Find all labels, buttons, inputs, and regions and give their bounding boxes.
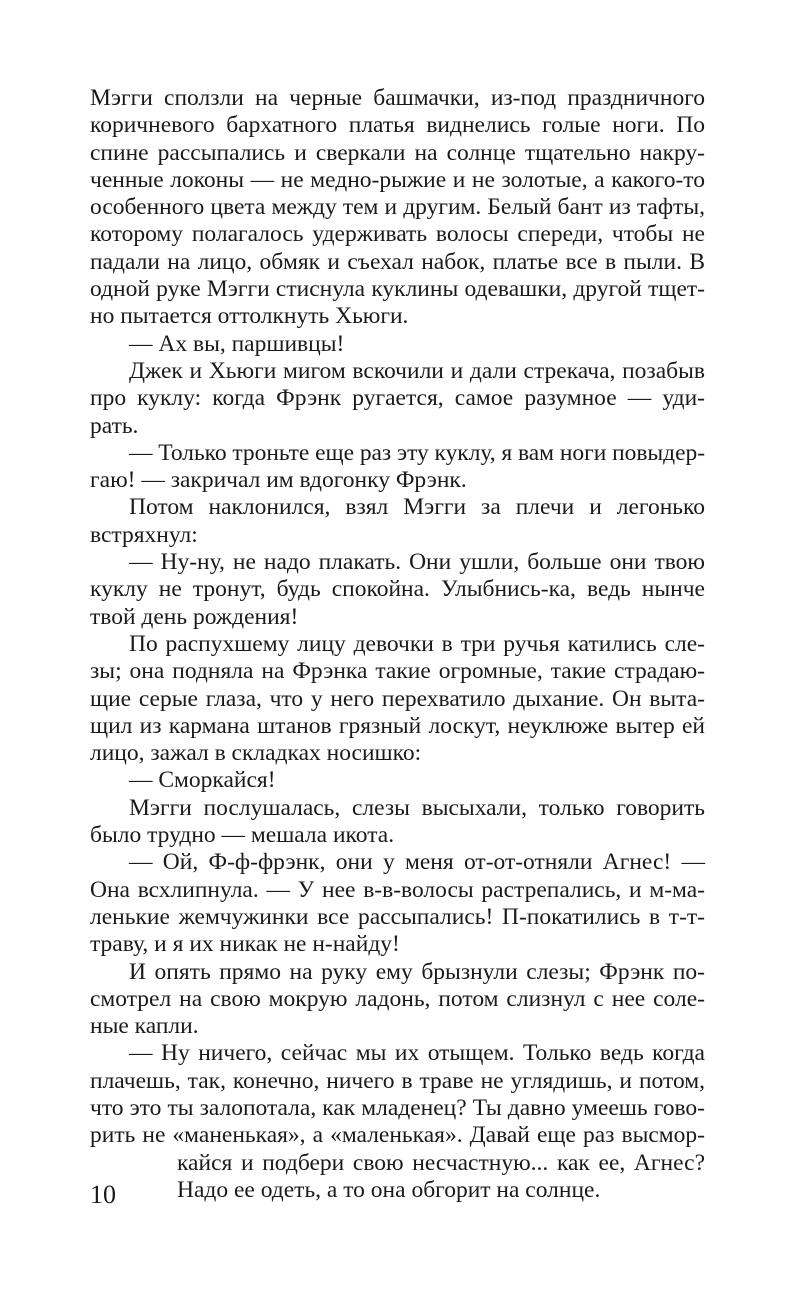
text-line: одной руке Мэгги стиснула куклины одевашки, другой тщет-: [90, 276, 705, 303]
text-line: — Ах вы, паршивцы!: [129, 330, 345, 357]
text-line: куклу не тронут, будь спокойна. Улыбнись-ка, ведь нынче: [90, 576, 705, 603]
text-line: Надо ее одеть, а то она обгорит на солнце.: [177, 1176, 601, 1203]
text-line: — Ну-ну, не надо плакать. Они ушли, больше они твою: [129, 549, 705, 576]
text-line: особенного цвета между тем и другим. Белый бант из тафты,: [90, 194, 705, 221]
text-line: кайся и подбери свою несчастную... как ее, Агнес?: [177, 1149, 705, 1176]
text-line: — Сморкайся!: [129, 767, 276, 794]
text-line: было трудно — мешала икота.: [90, 822, 395, 849]
text-line: рать.: [90, 412, 139, 439]
text-line: падали на лицо, обмяк и съехал набок, платье все в пыли. В: [90, 248, 705, 275]
text-line: — Только троньте еще раз эту куклу, я вам ноги повыдер-: [129, 439, 705, 466]
text-line: Мэгги послушалась, слезы высыхали, только говорить: [129, 794, 705, 821]
text-line: По распухшему лицу девочки в три ручья катились сле-: [129, 630, 705, 657]
text-line: — Ну ничего, сейчас мы их отыщем. Только ведь когда: [129, 1040, 705, 1067]
text-line: Она всхлипнула. — У нее в-в-волосы растрепались, и м-ма-: [90, 876, 705, 903]
text-line: Мэгги сползли на черные башмачки, из-под праздничного: [90, 85, 705, 111]
text-line: плачешь, так, конечно, ничего в траве не углядишь, и потом,: [90, 1067, 705, 1094]
text-line: твой день рождения!: [90, 603, 299, 630]
text-line: ленькие жемчужинки все рассыпались! П-покатились в т-т-: [90, 903, 705, 930]
text-line: смотрел на свою мокрую ладонь, потом слизнул с нее соле-: [90, 985, 705, 1012]
body-text: [90, 85, 705, 1204]
text-line: Потом наклонился, взял Мэгги за плечи и легонько: [129, 494, 705, 521]
text-line: траву, и я их никак не н-найду!: [90, 931, 400, 958]
text-line: щие серые глаза, что у него перехватило дыхание. Он выта-: [90, 685, 705, 712]
text-line: Джек и Хьюги мигом вскочили и дали стрекача, позабыв: [129, 357, 705, 384]
text-line: ченные локоны — не медно-рыжие и не золотые, а какого-то: [90, 166, 705, 193]
text-line: про куклу: когда Фрэнк ругается, самое разумное — уди-: [90, 385, 705, 412]
text-line: коричневого бархатного платья виднелись голые ноги. По: [90, 112, 705, 139]
text-line: но пытается оттолкнуть Хьюги.: [90, 303, 409, 330]
text-line: встряхнул:: [90, 521, 198, 548]
text-line: которому полагалось удерживать волосы спереди, чтобы не: [90, 221, 705, 248]
text-line: что это ты залопотала, как младенец? Ты давно умеешь гово-: [90, 1094, 705, 1121]
text-line: ные капли.: [90, 1013, 199, 1040]
text-line: спине рассыпались и сверкали на солнце тщательно накру-: [90, 139, 705, 166]
text-line: гаю! — закричал им вдогонку Фрэнк.: [90, 467, 467, 494]
text-line: зы; она подняла на Фрэнка такие огромные, такие страдаю-: [90, 658, 705, 685]
text-line: рить не «маненькая», а «маленькая». Давай еще раз высмор-: [90, 1122, 705, 1149]
text-line: лицо, зажал в складках носишко:: [90, 740, 422, 767]
text-line: щил из кармана штанов грязный лоскут, неуклюже вытер ей: [90, 712, 705, 739]
text-line: И опять прямо на руку ему брызнули слезы; Фрэнк по-: [129, 958, 705, 985]
page-number: 10: [90, 1180, 116, 1209]
text-line: — Ой, Ф-ф-фрэнк, они у меня от-от-отняли Агнес! —: [129, 849, 705, 876]
